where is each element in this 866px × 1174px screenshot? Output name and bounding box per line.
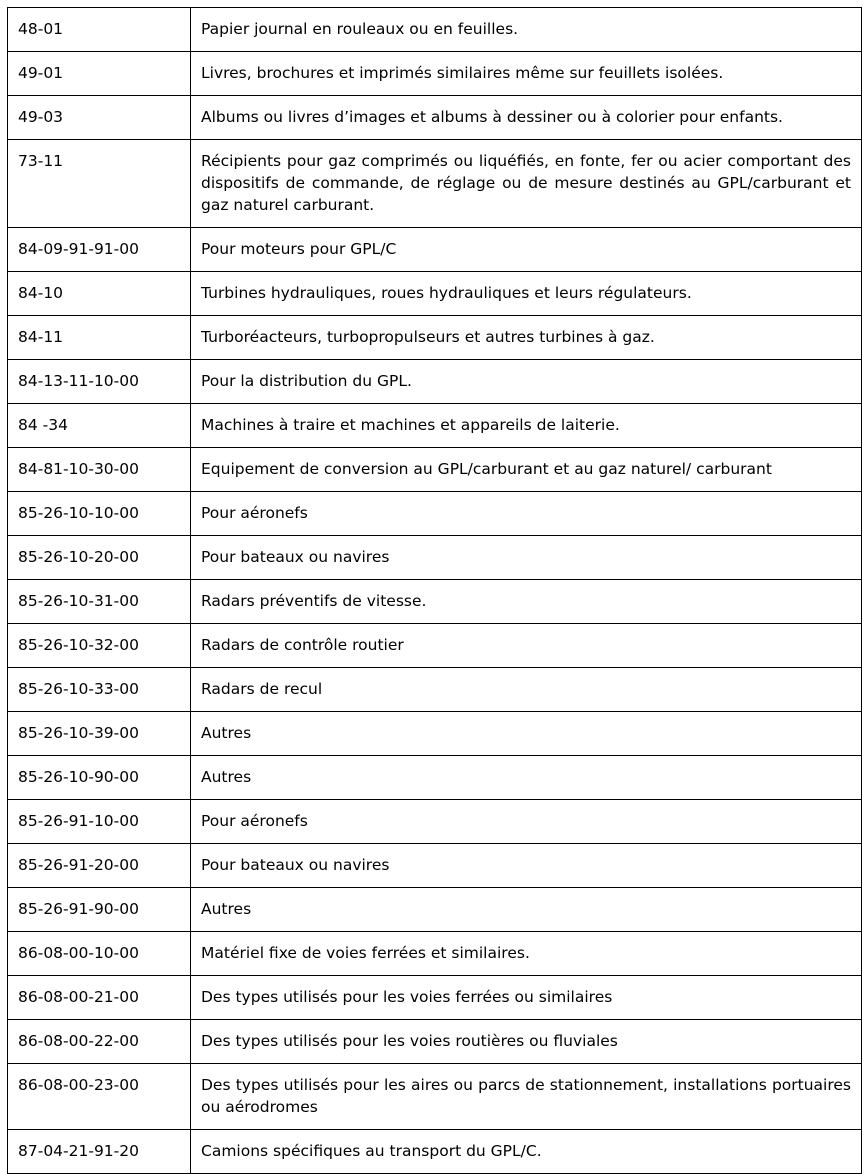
tariff-code: 85-26-91-10-00 [8,800,191,844]
tariff-code: 85-26-91-90-00 [8,888,191,932]
table-row [8,448,862,492]
tariff-code: 86-08-00-23-00 [8,1064,191,1130]
tariff-code: 84-13-11-10-00 [8,360,191,404]
tariff-description: Turbines hydrauliques, roues hydrauliques et leurs régulateurs. [191,272,862,316]
tariff-description: Radars préventifs de vitesse. [191,580,862,624]
tariff-description: Autres [191,756,862,800]
tariff-description: Equipement de conversion au GPL/carburant et au gaz naturel/ carburant [191,448,862,492]
table-row [8,1064,862,1130]
table-row [8,52,862,96]
table-row [8,712,862,756]
tariff-table [7,7,862,1174]
tariff-description: Camions spécifiques au transport du GPL/C. [191,1130,862,1174]
tariff-code: 86-08-00-21-00 [8,976,191,1020]
tariff-description: Livres, brochures et imprimés similaires même sur feuillets isolées. [191,52,862,96]
tariff-description: Papier journal en rouleaux ou en feuilles. [191,8,862,52]
tariff-description: Autres [191,888,862,932]
tariff-code: 49-01 [8,52,191,96]
table-row [8,8,862,52]
table-row [8,800,862,844]
table-row [8,360,862,404]
tariff-code: 84-11 [8,316,191,360]
tariff-code: 85-26-10-31-00 [8,580,191,624]
table-row [8,976,862,1020]
tariff-description: Des types utilisés pour les voies ferrées ou similaires [191,976,862,1020]
table-row [8,932,862,976]
tariff-code: 86-08-00-22-00 [8,1020,191,1064]
tariff-description: Des types utilisés pour les voies routières ou fluviales [191,1020,862,1064]
table-row [8,580,862,624]
tariff-description: Radars de recul [191,668,862,712]
table-row [8,1020,862,1064]
table-row [8,316,862,360]
tariff-description: Matériel fixe de voies ferrées et similaires. [191,932,862,976]
table-row [8,844,862,888]
tariff-description: Pour moteurs pour GPL/C [191,228,862,272]
table-row [8,668,862,712]
tariff-code: 84 -34 [8,404,191,448]
tariff-description: Des types utilisés pour les aires ou parcs de stationnement, installations portuaires ou aérodromes [191,1064,862,1130]
table-row [8,492,862,536]
tariff-code: 85-26-10-20-00 [8,536,191,580]
table-row [8,888,862,932]
tariff-code: 73-11 [8,140,191,228]
tariff-description: Pour bateaux ou navires [191,844,862,888]
tariff-description: Récipients pour gaz comprimés ou liquéfiés, en fonte, fer ou acier comportant des dispositifs de commande, de réglage ou de mesure destinés au GPL/carburant et gaz naturel carburant. [191,140,862,228]
tariff-code: 85-26-10-90-00 [8,756,191,800]
tariff-description: Turboréacteurs, turbopropulseurs et autres turbines à gaz. [191,316,862,360]
tariff-code: 85-26-10-10-00 [8,492,191,536]
tariff-description: Machines à traire et machines et appareils de laiterie. [191,404,862,448]
table-row [8,1130,862,1174]
tariff-code: 86-08-00-10-00 [8,932,191,976]
tariff-description: Autres [191,712,862,756]
tariff-code: 85-26-10-33-00 [8,668,191,712]
tariff-code: 85-26-10-39-00 [8,712,191,756]
table-row [8,96,862,140]
tariff-code: 87-04-21-91-20 [8,1130,191,1174]
tariff-code: 85-26-10-32-00 [8,624,191,668]
tariff-code: 84-81-10-30-00 [8,448,191,492]
tariff-code: 84-10 [8,272,191,316]
tariff-code: 48-01 [8,8,191,52]
table-row [8,536,862,580]
tariff-code: 49-03 [8,96,191,140]
tariff-description: Pour la distribution du GPL. [191,360,862,404]
table-row [8,404,862,448]
tariff-description: Pour bateaux ou navires [191,536,862,580]
table-row [8,272,862,316]
tariff-description: Albums ou livres d’images et albums à dessiner ou à colorier pour enfants. [191,96,862,140]
table-row [8,228,862,272]
table-row [8,756,862,800]
tariff-description: Pour aéronefs [191,492,862,536]
table-row [8,140,862,228]
tariff-code: 85-26-91-20-00 [8,844,191,888]
tariff-description: Radars de contrôle routier [191,624,862,668]
tariff-code: 84-09-91-91-00 [8,228,191,272]
table-row [8,624,862,668]
tariff-description: Pour aéronefs [191,800,862,844]
